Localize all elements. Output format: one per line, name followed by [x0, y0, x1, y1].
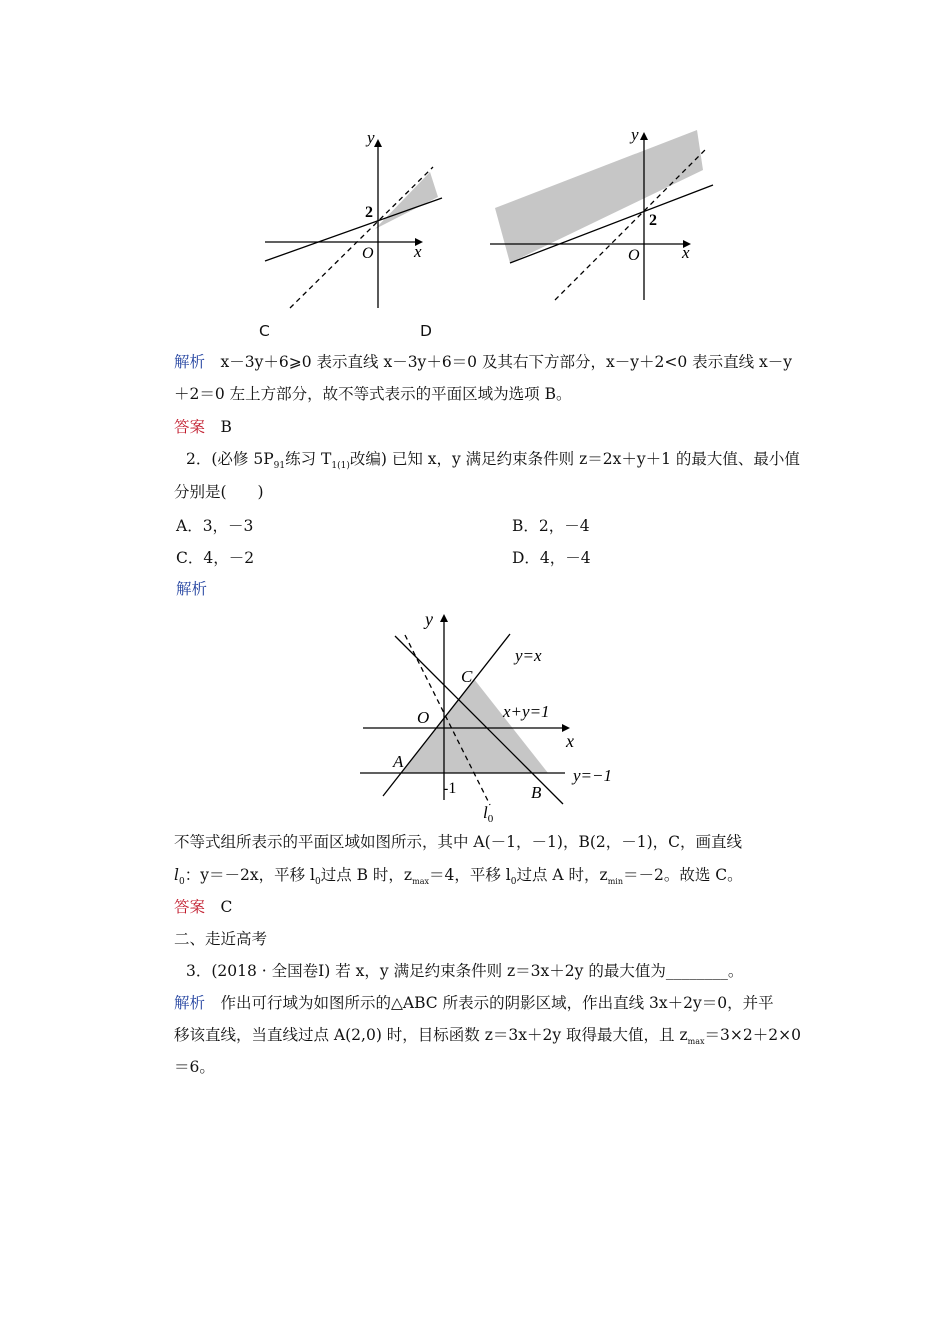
q1-answer: B: [220, 418, 232, 436]
answer-label: 答案: [174, 898, 206, 916]
label-y-eq-x: y=x: [515, 646, 542, 665]
q3-solution-line2: 移该直线，当直线过点 A(2,0) 时，目标函数 z＝3x＋2y 取得最大值，且 $z_{max}=3\times 2+2\times 0$: [174, 1026, 801, 1047]
q1-analysis-line2: ＋2＝0 左上方部分，故不等式表示的平面区域为选项 B。: [174, 385, 572, 403]
point-c-label: C: [461, 667, 473, 686]
q2-stem-line1: 2．(必修 $5P_{91}$练习 $T_{1(1)}$改编) 已知 x，y 满足约束条件则 z＝2x＋y＋1 的最大值、最小值: [186, 450, 800, 472]
label-y-eq-minus1: y=−1: [573, 766, 612, 785]
y-axis-arrow: [440, 614, 448, 622]
label-x-plus-y-eq-1: x+y=1: [503, 702, 550, 721]
q2-analysis-label: 解析: [176, 580, 208, 598]
y-label: y: [367, 128, 375, 147]
q3-stem: 3．(2018 · 全国卷Ⅰ) 若 x，y 满足约束条件则 z＝3x＋2y 的最大值为________。: [186, 962, 744, 980]
point-a-label: A: [393, 752, 404, 771]
q2-figure: [355, 600, 625, 835]
q2-option-d: D．4，－4: [512, 549, 591, 567]
y-label: y: [631, 125, 639, 144]
q2-option-c: C．4，－2: [176, 549, 255, 567]
origin-label: O: [362, 245, 374, 262]
point-b-label: B: [531, 783, 542, 802]
x-label: x: [682, 243, 690, 262]
origin-label: O: [417, 708, 430, 727]
q2-answer-line: [174, 897, 232, 917]
q2-option-b: B．2，－4: [512, 517, 590, 535]
label-minus1: -1: [443, 780, 457, 797]
x-label: x: [414, 242, 422, 261]
figure-d: [485, 120, 715, 305]
shaded-region-c: [375, 172, 438, 229]
q3-solution-line1: 解析 作出可行域为如图所示的△ABC 所表示的阴影区域，作出直线 3x＋2y＝0，并平: [174, 994, 774, 1012]
origin-label: O: [628, 247, 640, 264]
q1-analysis-line1: [174, 352, 792, 372]
q1-analysis-text: x－3y＋6⩾0 表示直线 x－3y＋6＝0 及其右下方部分，x－y＋2<0 表示直线 x－y: [220, 353, 793, 371]
q2-option-a: A．3，－3: [176, 517, 254, 535]
intercept-label: 2: [365, 204, 373, 221]
caption-c: C: [259, 322, 270, 340]
answer-label: 答案: [174, 418, 206, 436]
label-l0: $l_0$: [483, 803, 494, 825]
x-label: x: [566, 731, 574, 751]
analysis-label: 解析: [174, 353, 206, 371]
q2-answer: C: [220, 898, 233, 916]
q2-solution-line2: $l_0$：y＝－2x，平移 $l_0$过点 B 时，$z_{max}=4$，平移 $l_0$过点 A 时，$z_{min}=-2$。故选 C。: [174, 866, 743, 888]
analysis-label: 解析: [174, 994, 206, 1012]
section-heading: 二、走近高考: [174, 930, 268, 948]
q2-stem-line2: 分别是( ): [174, 483, 264, 501]
y-axis-arrow: [640, 132, 648, 140]
shaded-region-d: [495, 130, 703, 263]
q3-solution-line3: ＝6。: [174, 1058, 215, 1076]
y-axis-arrow: [374, 139, 382, 147]
q2-solution-line1: 不等式组所表示的平面区域如图所示，其中 A(－1，－1)，B(2，－1)，C，画直线: [174, 833, 743, 851]
caption-d: D: [420, 322, 432, 340]
intercept-label: 2: [649, 212, 657, 229]
figure-c: [255, 125, 455, 320]
y-label: y: [425, 609, 433, 629]
q1-answer-line: [174, 417, 232, 437]
dashed-line: [290, 167, 433, 308]
